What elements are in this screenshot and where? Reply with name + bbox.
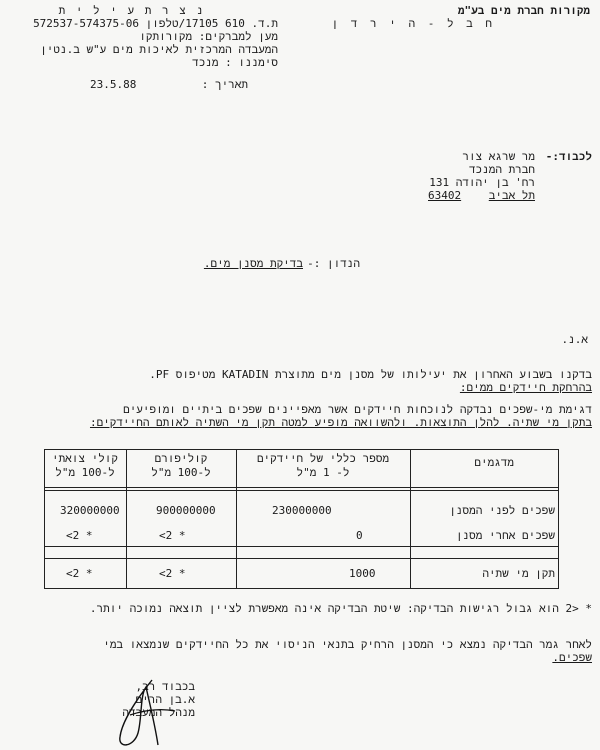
row-after-fecal: <2 * xyxy=(66,529,93,542)
lab-name: המעבדה המרכזית לאיכות מים ע"ש ב.נטין xyxy=(40,43,278,56)
recipient-street: רח' בן יהודה 131 xyxy=(429,176,535,189)
signer-name: א.בן הרים xyxy=(135,693,195,706)
date-label: תאריך : xyxy=(201,78,248,91)
header-total-2: ל- 1 מ"ל xyxy=(296,466,350,479)
company-name: מקורות חברת מים בע"מ xyxy=(457,4,590,17)
handwritten-signature xyxy=(100,675,190,750)
salutation: א.נ. xyxy=(561,333,588,346)
paragraph-1-line-1: בדקנו בשבוע האחרון את יעילותו של מסנן מים מתוצרת KATADIN מטיפוס PF. xyxy=(149,368,592,381)
row-standard-coliform: <2 * xyxy=(159,567,186,580)
row-standard-label: תקן מי שתיה xyxy=(482,567,555,580)
row-standard-total: 1000 xyxy=(349,567,376,580)
subject-text: בדיקת מסנן מים. xyxy=(203,257,303,270)
recipient-company: חברת המנכד xyxy=(468,163,535,176)
header-fecal-1: קולי צואתי xyxy=(51,452,119,465)
header-samples: מדגמים xyxy=(474,456,514,469)
closing: בכבוד רב, xyxy=(135,680,195,693)
conclusion-line-1: לאחר גמר הבדיקה נמצא כי המסנן הרחיק בתנאי הניסוי את כל החיידקים שנמצאו במי xyxy=(103,638,592,651)
paragraph-2-line-1: דגימת מי-שפכים נבדקה לנוכחות חיידקים אשר מאפיינים שפכים ביתיים ומופיעים xyxy=(123,403,592,416)
header-coliform-1: קוליפורם xyxy=(154,452,208,465)
paragraph-1-line-2: בהרחקת חיידקים ממים: xyxy=(459,381,592,394)
row-after-label: שפכים אחרי מסנן xyxy=(455,529,555,542)
reference: סימננו : מנכד xyxy=(192,56,278,69)
date-value: 23.5.88 xyxy=(90,78,137,91)
recipient-zip: 63402 xyxy=(428,189,462,202)
district-name: ח ב ל - ה י ר ד ן xyxy=(331,17,495,30)
row-after-coliform: <2 * xyxy=(159,529,186,542)
telegraph-address: מען למברקים: מקורותקו xyxy=(139,30,278,43)
recipient-city: תל אביב xyxy=(488,189,535,202)
signer-title: מנהל המעבדה xyxy=(122,706,195,719)
row-before-total: 230000000 xyxy=(272,504,332,517)
header-coliform-2: ל-100 מ"ל xyxy=(151,466,211,479)
results-table xyxy=(44,449,559,589)
conclusion-line-2: שפכים. xyxy=(552,651,592,664)
row-before-fecal: 320000000 xyxy=(60,504,120,517)
town-name: נ צ ר ת ע י ל י ת xyxy=(58,4,205,17)
row-before-label: שפכים לפני המסנן xyxy=(449,504,555,517)
contact-line: ת.ד. 610 17105/טלפון 572537-574375-06 xyxy=(33,17,278,30)
row-before-coliform: 900000000 xyxy=(156,504,216,517)
row-after-total: 0 xyxy=(356,529,363,542)
row-standard-fecal: <2 * xyxy=(66,567,93,580)
subject-label: הנדון :- xyxy=(307,257,360,270)
recipient-name: מר שרגא צור xyxy=(462,150,535,163)
to-label: לכבוד:- xyxy=(545,150,592,163)
footnote: * <2 הוא גבול רגישות הבדיקה: שיטת הבדיקה אינה מאפשרת לציין תוצאה נמוכה יותר. xyxy=(89,602,592,615)
paragraph-2-line-2: בתקן מי שתיה. להלן התוצאות. ולהשוואה מופיע למטה תקן מי השתיה לאותם החיידקים: xyxy=(89,416,592,429)
header-fecal-2: ל-100 מ"ל xyxy=(55,466,115,479)
header-total-1: מספר כללי של חיידקים xyxy=(256,452,390,465)
